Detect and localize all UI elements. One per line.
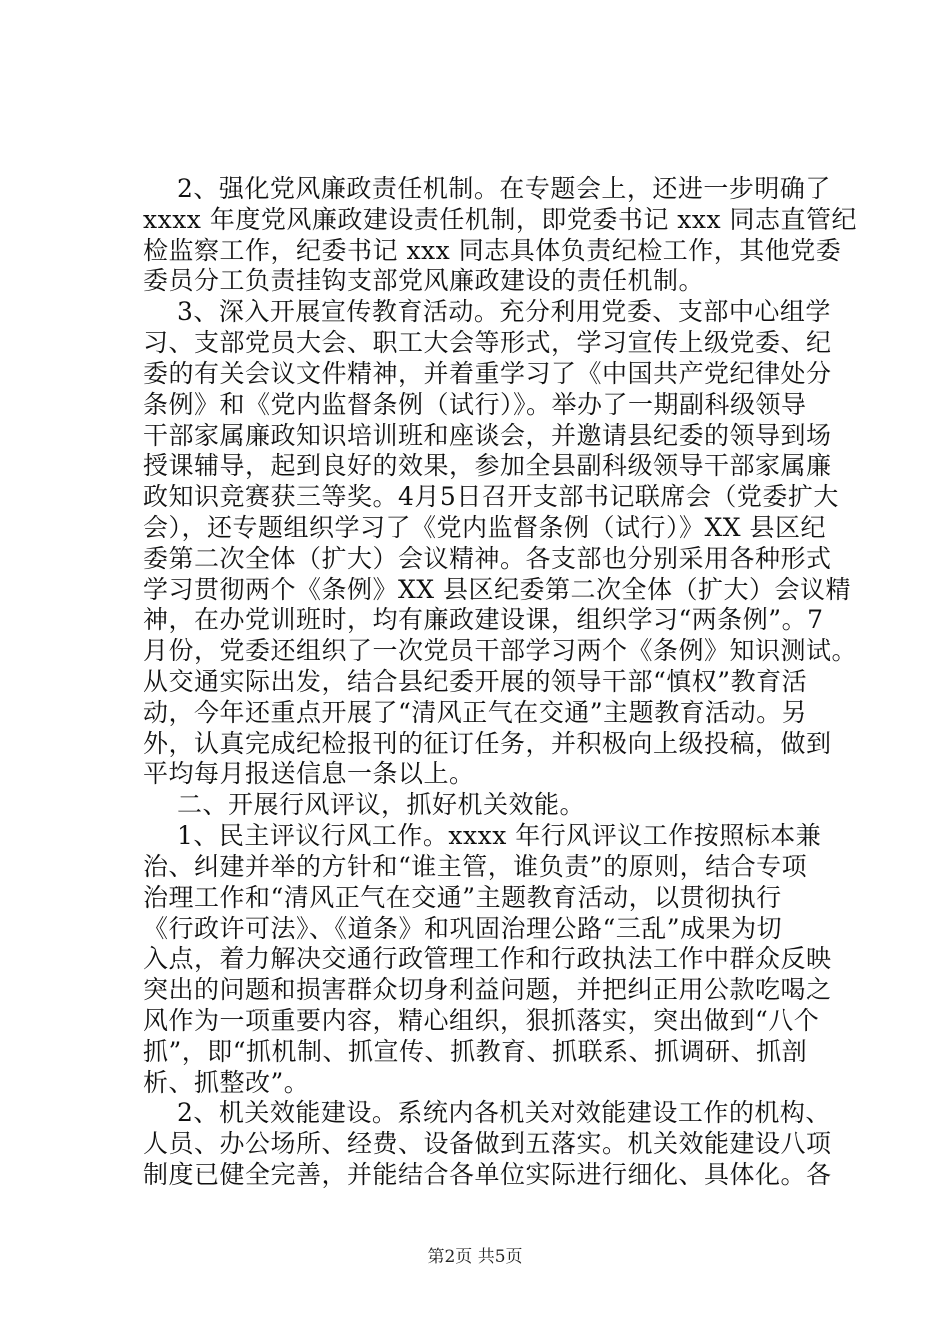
text-line: 会），还专题组织学习了《党内监督条例（试行）》XX 县区纪 (143, 513, 827, 542)
text-line: 习、支部党员大会、职工大会等形式，学习宣传上级党委、纪 (143, 328, 832, 357)
text-line: 政知识竞赛获三等奖。4月5日召开支部书记联席会（党委扩大 (143, 482, 839, 511)
text-line: 2、机关效能建设。系统内各机关对效能建设工作的机构、 (177, 1098, 831, 1127)
text-line: 《行政许可法》、《道条》和巩固治理公路“三乱”成果为切 (143, 914, 783, 943)
text-line: 3、深入开展宣传教育活动。充分利用党委、支部中心组学 (177, 297, 831, 326)
text-line: 突出的问题和损害群众切身利益问题，并把纠正用公款吃喝之 (143, 975, 832, 1004)
text-line: 外，认真完成纪检报刊的征订任务，并积极向上级投稿，做到 (143, 729, 832, 758)
text-line: 干部家属廉政知识培训班和座谈会，并邀请县纪委的领导到场 (143, 421, 832, 450)
text-line: 委员分工负责挂钩支部党风廉政建设的责任机制。 (143, 266, 705, 295)
text-line: 委第二次全体（扩大）会议精神。各支部也分别采用各种形式 (143, 544, 832, 573)
text-line: 治、纠建并举的方针和“谁主管，谁负责”的原则，结合专项 (143, 852, 808, 881)
text-line: 授课辅导，起到良好的效果，参加全县副科级领导干部家属廉 (143, 451, 832, 480)
text-line: 神，在办党训班时，均有廉政建设课，组织学习“两条例”。7 (143, 605, 824, 634)
text-line: 1、民主评议行风工作。xxxx 年行风评议工作按照标本兼 (177, 821, 822, 850)
text-line: xxxx 年度党风廉政建设责任机制，即党委书记 xxx 同志直管纪 (143, 205, 858, 234)
text-line: 制度已健全完善，并能结合各单位实际进行细化、具体化。各 (143, 1160, 832, 1189)
text-line: 从交通实际出发，结合县纪委开展的领导干部“慎权”教育活 (143, 667, 808, 696)
text-line: 平均每月报送信息一条以上。 (143, 759, 475, 788)
text-line: 月份，党委还组织了一次党员干部学习两个《条例》知识测试。 (143, 636, 858, 665)
text-line: 检监察工作，纪委书记 xxx 同志具体负责纪检工作，其他党委 (143, 236, 842, 265)
text-line: 人员、办公场所、经费、设备做到五落实。机关效能建设八项 (143, 1129, 832, 1158)
text-line: 风作为一项重要内容，精心组织，狠抓落实，突出做到“八个 (143, 1006, 820, 1035)
text-line: 委的有关会议文件精神，并着重学习了《中国共产党纪律处分 (143, 359, 832, 388)
text-line: 动，今年还重点开展了“清风正气在交通”主题教育活动。另 (143, 698, 808, 727)
text-line: 学习贯彻两个《条例》XX 县区纪委第二次全体（扩大）会议精 (143, 575, 852, 604)
text-line: 入点，着力解决交通行政管理工作和行政执法工作中群众反映 (143, 944, 832, 973)
text-line: 抓”，即“抓机制、抓宣传、抓教育、抓联系、抓调研、抓剖 (143, 1037, 808, 1066)
page-footer: 第2页 共5页 (427, 1247, 523, 1267)
section-heading: 二、开展行风评议，抓好机关效能。 (177, 790, 586, 819)
text-line: 治理工作和“清风正气在交通”主题教育活动，以贯彻执行 (143, 883, 782, 912)
text-line: 条例》和《党内监督条例（试行）》。举办了一期副科级领导 (143, 390, 807, 419)
text-line: 2、强化党风廉政责任机制。在专题会上，还进一步明确了 (177, 174, 831, 203)
text-line: 析、抓整改”。 (143, 1068, 310, 1097)
